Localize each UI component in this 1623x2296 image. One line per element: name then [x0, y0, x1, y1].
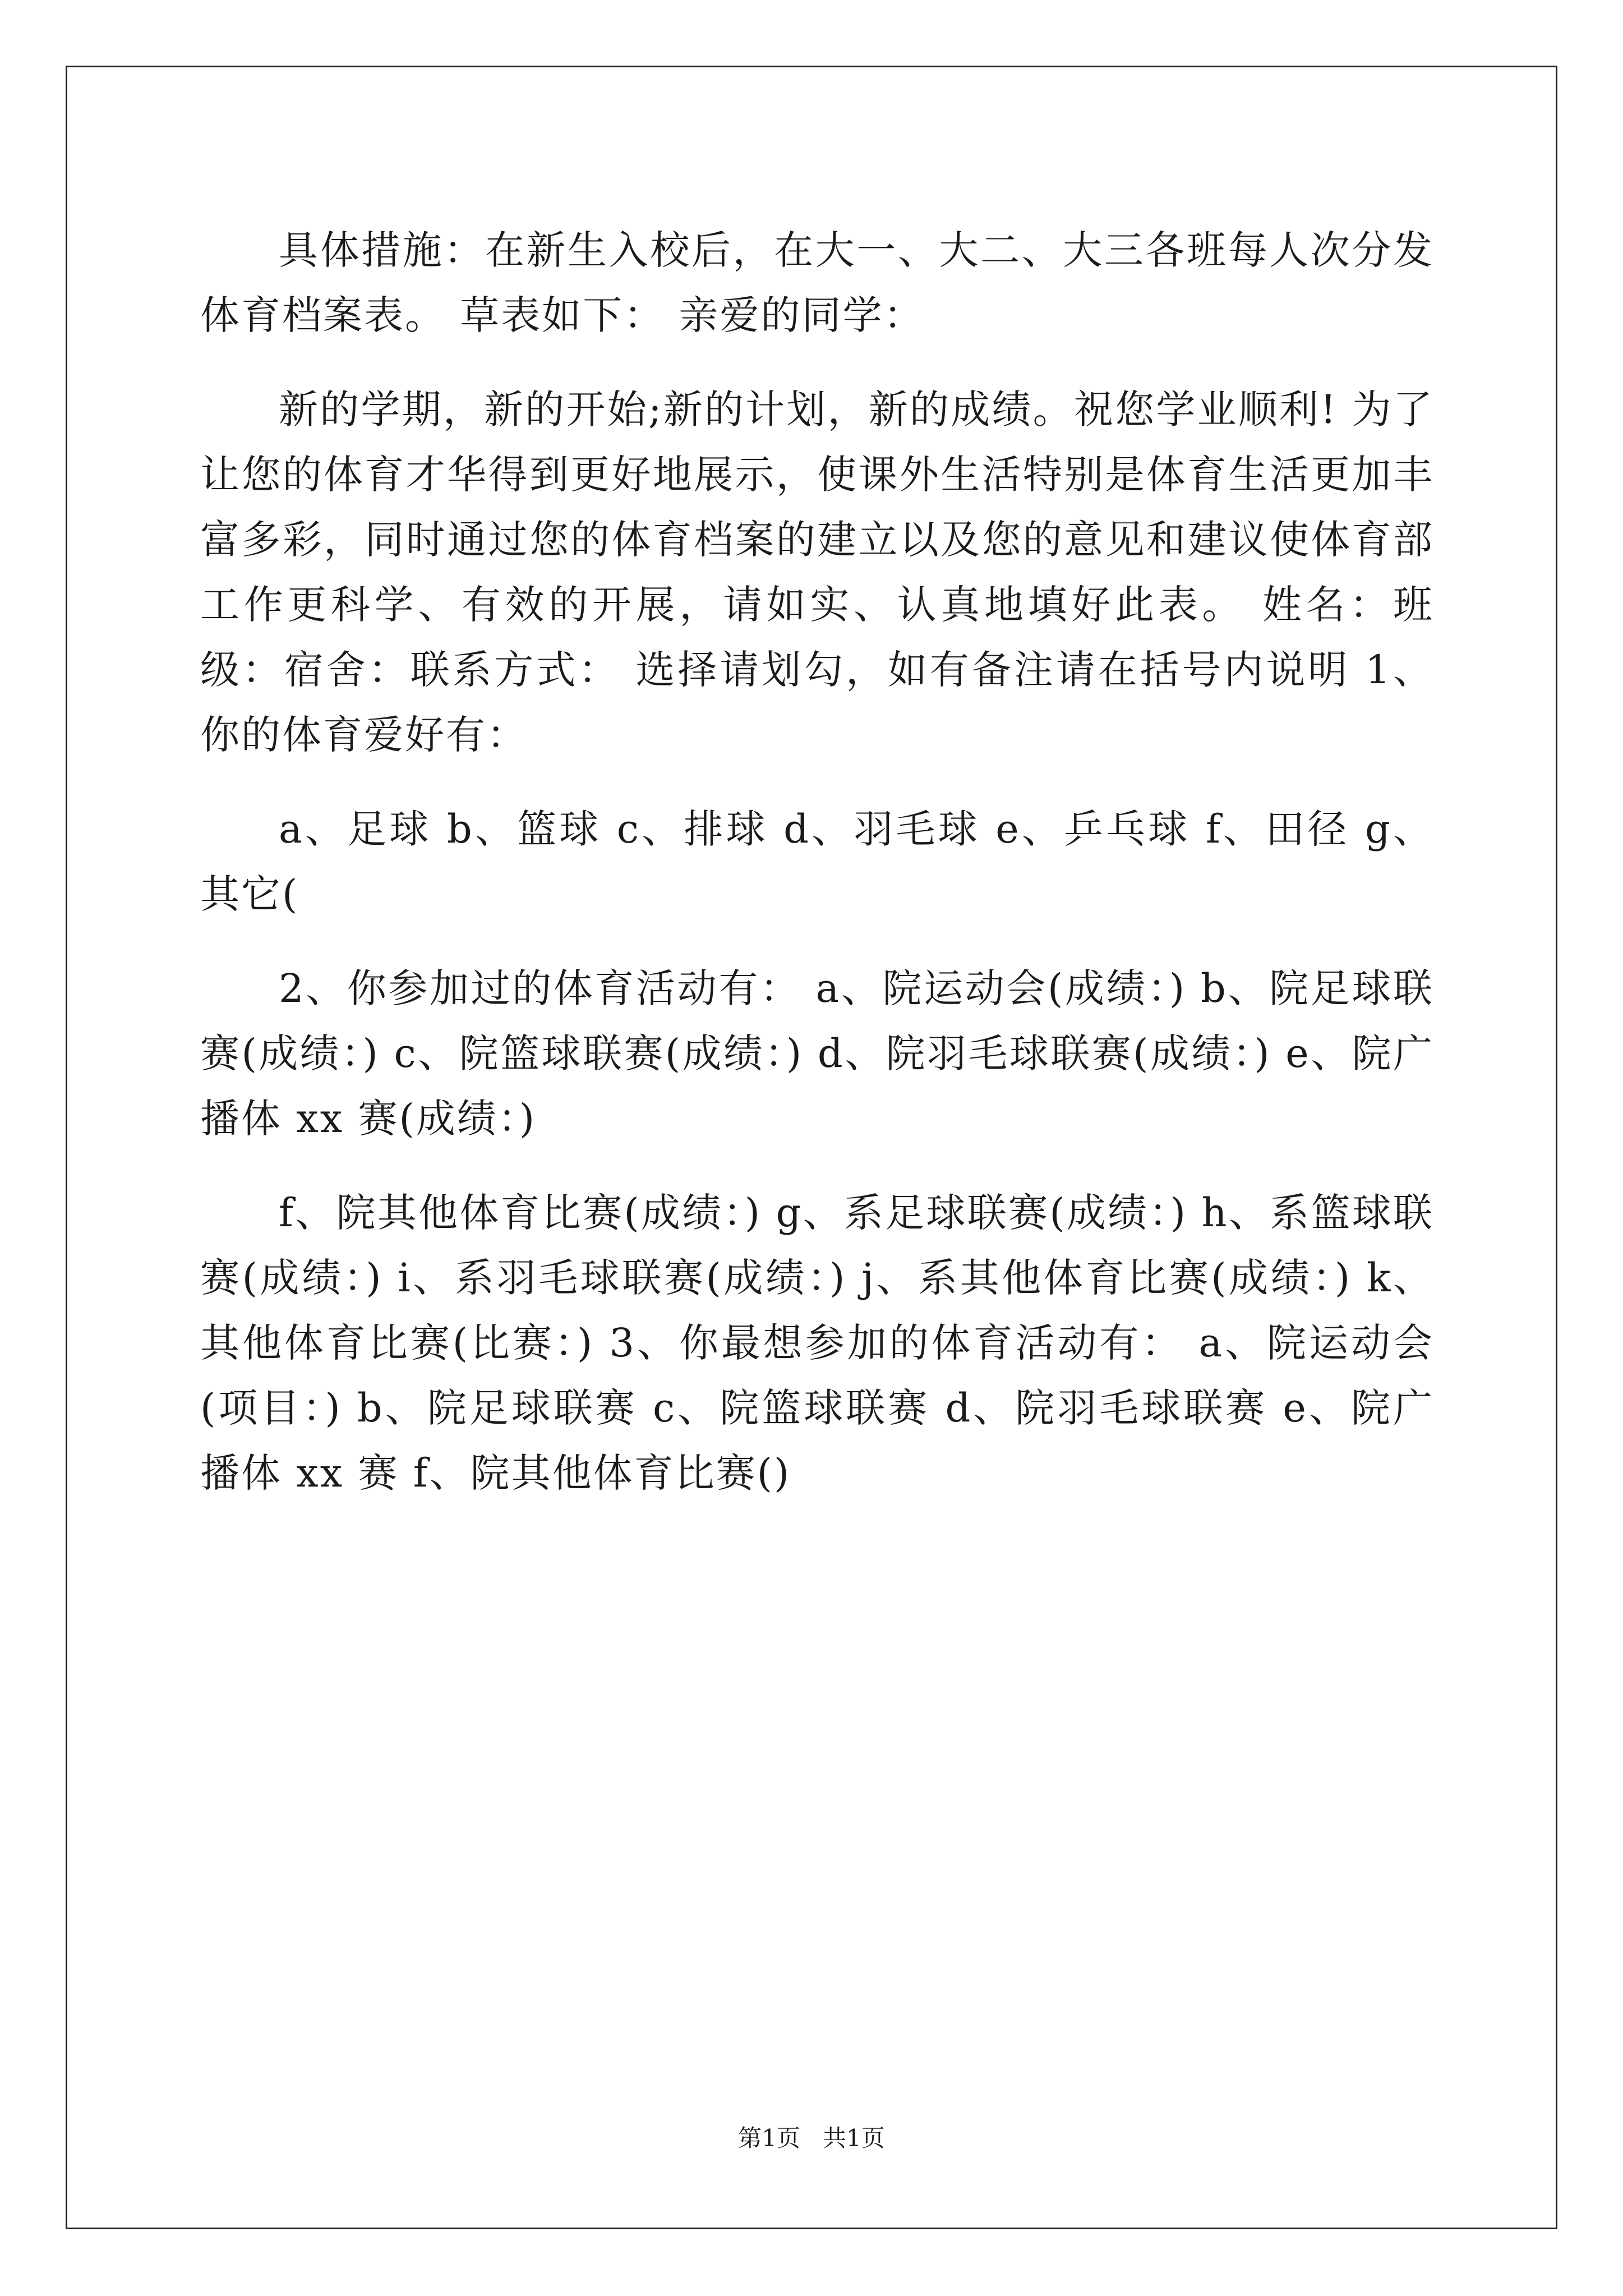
paragraph-past-activities: 2、你参加过的体育活动有： a、院运动会(成绩：) b、院足球联赛(成绩：) c、院篮球联赛(成绩：) d、院羽毛球联赛(成绩：) e、院广播体 xx 赛(成绩：) [200, 965, 1434, 1142]
paragraph-gap [200, 1151, 1434, 1180]
paragraph-gap [200, 767, 1434, 797]
page-number: 第1页 [738, 2124, 800, 2152]
document-body [200, 218, 1434, 1506]
paragraph-gap [200, 927, 1434, 956]
paragraph-gap [200, 348, 1434, 377]
paragraph-measures: 具体措施：在新生入校后，在大一、大二、大三各班每人次分发体育档案表。 草表如下： 亲爱的同学： [200, 227, 1434, 338]
page-total: 共1页 [823, 2124, 885, 2152]
page-footer [0, 2124, 1623, 2153]
paragraph-greeting: 新的学期，新的开始;新的计划，新的成绩。祝您学业顺利! 为了让您的体育才华得到更好地展示，使课外生活特别是体育生活更加丰富多彩，同时通过您的体育档案的建立以及您的意见和建议使体育部工作更科学、有效的开展，请如实、认真地填好此表。 姓名：班级：宿舍：联系方式： 选择请划勾，如有备注请在括号内说明 1、你的体育爱好有： [200, 386, 1434, 758]
paragraph-desired-activities: f、院其他体育比赛(成绩：) g、系足球联赛(成绩：) h、系篮球联赛(成绩：) i、系羽毛球联赛(成绩：) j、系其他体育比赛(成绩：) k、其他体育比赛(比赛：) 3、你最想参加的体育活动有： a、院运动会(项目：) b、院足球联赛 c、院篮球联赛 d、院羽毛球联赛 e、院广播体 xx 赛 f、院其他体育比赛() [200, 1190, 1434, 1496]
paragraph-hobbies: a、足球 b、篮球 c、排球 d、羽毛球 e、乒乓球 f、田径 g、其它( [200, 806, 1434, 917]
